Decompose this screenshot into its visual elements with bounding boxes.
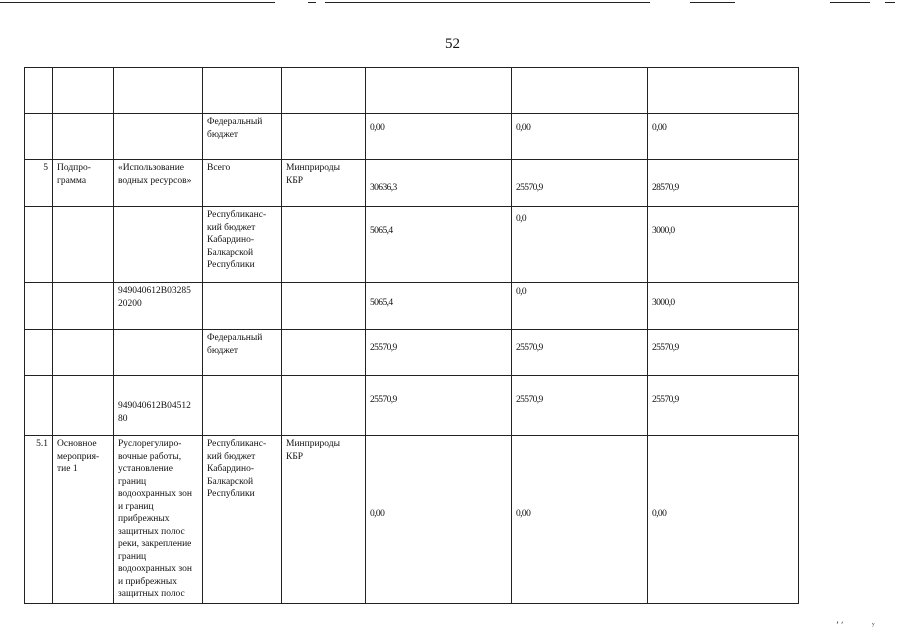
- status-cell: [53, 283, 114, 330]
- table-row: [25, 330, 799, 376]
- status-cell: [53, 68, 114, 114]
- name-cell: 949040612В04512 80: [114, 376, 203, 436]
- executor-cell: Минприроды КБР: [282, 160, 366, 207]
- table-row: [25, 376, 799, 436]
- scan-mark: ʸ: [872, 620, 875, 630]
- funding-source-cell: Федеральный бюджет: [203, 330, 282, 376]
- value-cell-1: 0,00: [366, 436, 512, 604]
- row-number-cell: 5.1: [25, 436, 53, 604]
- budget-table: [24, 67, 799, 604]
- value-cell-2: 25570,9: [512, 376, 648, 436]
- value-cell-2: 0,00: [512, 436, 648, 604]
- value-cell-2: 25570,9: [512, 160, 648, 207]
- header-rule: [0, 2, 275, 3]
- value-cell-2: 0,0: [512, 283, 648, 330]
- name-cell: [114, 330, 203, 376]
- row-number-cell: [25, 330, 53, 376]
- value-cell-3: 0,00: [648, 436, 799, 604]
- header-rule: [325, 2, 650, 3]
- funding-source-cell: [203, 283, 282, 330]
- value-cell-3: 3000,0: [648, 207, 799, 283]
- value-cell-2: 0,00: [512, 114, 648, 160]
- value-cell-1: 25570,9: [366, 330, 512, 376]
- value-cell-3: 25570,9: [648, 330, 799, 376]
- row-number-cell: [25, 283, 53, 330]
- table-row: [25, 160, 799, 207]
- name-cell: «Использование водных ресурсов»: [114, 160, 203, 207]
- name-cell: [114, 68, 203, 114]
- executor-cell: [282, 114, 366, 160]
- funding-source-cell: Федеральный бюджет: [203, 114, 282, 160]
- name-cell: Руслорегулиро- вочные работы, установление границ водоохранных зон и границ прибрежных защитных полос реки, закрепление границ водоохранных зон и прибрежных защитных полос: [114, 436, 203, 604]
- value-cell-1: 25570,9: [366, 376, 512, 436]
- value-cell-1: 0,00: [366, 114, 512, 160]
- row-number-cell: [25, 376, 53, 436]
- executor-cell: [282, 283, 366, 330]
- table-row: [25, 436, 799, 604]
- funding-source-cell: Всего: [203, 160, 282, 207]
- value-cell-1: [366, 68, 512, 114]
- status-cell: Основное мероприя- тие 1: [53, 436, 114, 604]
- header-rule: [885, 2, 895, 3]
- value-cell-1: 30636,3: [366, 160, 512, 207]
- funding-source-cell: [203, 68, 282, 114]
- header-rule: [308, 2, 316, 3]
- table-row: [25, 207, 799, 283]
- scan-mark: ʼ ʹ: [836, 620, 844, 630]
- executor-cell: [282, 68, 366, 114]
- status-cell: Подпро- грамма: [53, 160, 114, 207]
- row-number-cell: [25, 114, 53, 160]
- row-number-cell: [25, 68, 53, 114]
- funding-source-cell: Республиканс- кий бюджет Кабардино- Балкарской Республики: [203, 436, 282, 604]
- table-row: [25, 68, 799, 114]
- table-row: [25, 283, 799, 330]
- status-cell: [53, 330, 114, 376]
- table-row: [25, 114, 799, 160]
- name-cell: [114, 114, 203, 160]
- status-cell: [53, 207, 114, 283]
- status-cell: [53, 376, 114, 436]
- funding-source-cell: Республиканс- кий бюджет Кабардино- Балкарской Республики: [203, 207, 282, 283]
- name-cell: [114, 207, 203, 283]
- executor-cell: [282, 207, 366, 283]
- row-number-cell: 5: [25, 160, 53, 207]
- header-rule: [830, 2, 870, 3]
- value-cell-3: 25570,9: [648, 376, 799, 436]
- value-cell-2: 25570,9: [512, 330, 648, 376]
- page-number: 52: [445, 36, 460, 52]
- value-cell-1: 5065,4: [366, 283, 512, 330]
- value-cell-3: [648, 68, 799, 114]
- value-cell-3: 28570,9: [648, 160, 799, 207]
- row-number-cell: [25, 207, 53, 283]
- funding-source-cell: [203, 376, 282, 436]
- status-cell: [53, 114, 114, 160]
- header-rule: [690, 2, 735, 3]
- executor-cell: Минприроды КБР: [282, 436, 366, 604]
- value-cell-2: 0,0: [512, 207, 648, 283]
- executor-cell: [282, 330, 366, 376]
- value-cell-3: 0,00: [648, 114, 799, 160]
- name-cell: 949040612В03285 20200: [114, 283, 203, 330]
- value-cell-2: [512, 68, 648, 114]
- executor-cell: [282, 376, 366, 436]
- value-cell-3: 3000,0: [648, 283, 799, 330]
- value-cell-1: 5065,4: [366, 207, 512, 283]
